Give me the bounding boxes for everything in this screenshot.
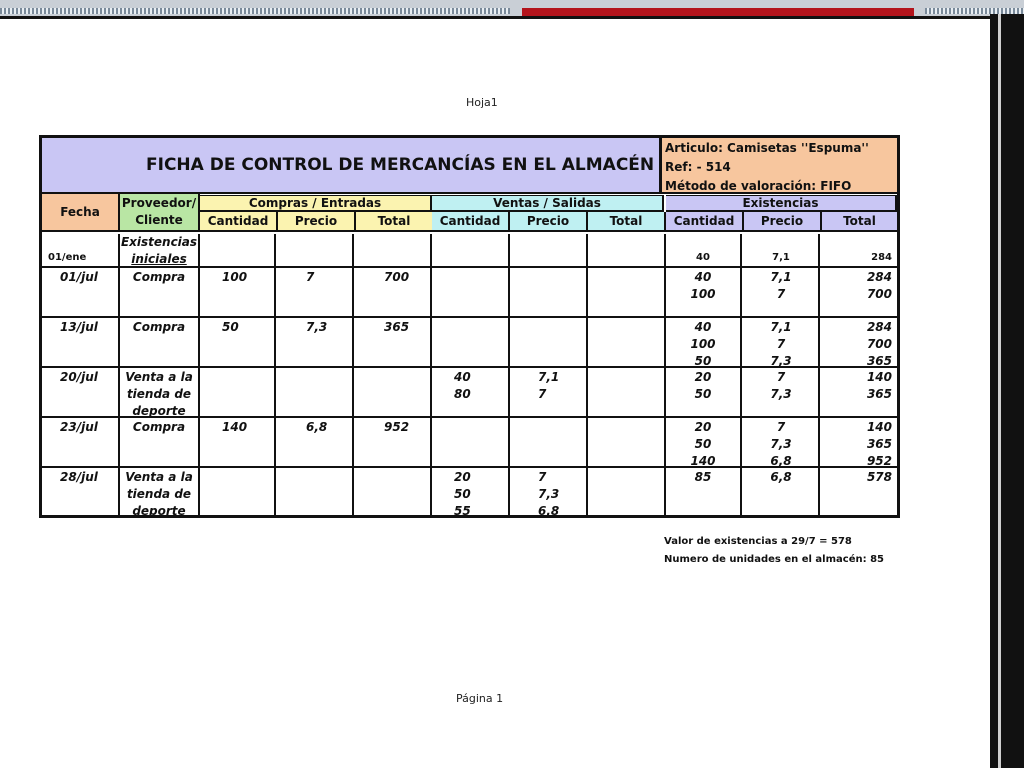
- ventas-value: 55: [454, 504, 471, 518]
- article-info: [662, 138, 897, 194]
- existencias-value: 365: [866, 354, 892, 368]
- existencias-value: 7,3: [770, 437, 792, 451]
- row-fecha: 01/ene: [48, 252, 87, 263]
- row-proveedor-line: tienda de: [126, 387, 192, 401]
- stock-value-note: Valor de existencias a 29/7 = 578: [664, 536, 852, 547]
- compras-value: 700: [384, 270, 410, 284]
- row-proveedor-line: Venta a la: [125, 470, 193, 484]
- ventas-value: 7: [538, 387, 547, 401]
- compras-precio-header: Precio: [278, 212, 356, 232]
- decorative-ticks: [0, 8, 510, 14]
- ventas-cantidad-header: Cantidad: [432, 212, 510, 232]
- existencias-total-header: Total: [822, 212, 899, 232]
- compras-header: Compras / Entradas: [200, 195, 432, 212]
- existencias-value: 284: [866, 270, 892, 284]
- existencias-value: 700: [866, 337, 892, 351]
- row-proveedor-line: deporte: [132, 504, 186, 518]
- column-divider: [198, 234, 200, 515]
- existencias-value: 50: [694, 354, 712, 368]
- sheet-title: FICHA DE CONTROL DE MERCANCÍAS EN EL ALMACÉN: [42, 138, 662, 194]
- proveedor-header: Proveedor/ Cliente: [120, 194, 200, 232]
- existencias-value: 7,3: [770, 354, 792, 368]
- row-proveedor-line: tienda de: [126, 487, 192, 501]
- ventas-value: 40: [454, 370, 471, 384]
- compras-total-header: Total: [356, 212, 434, 232]
- column-divider: [274, 234, 276, 515]
- row-fecha: 01/jul: [60, 270, 98, 284]
- existencias-value: 700: [866, 287, 892, 301]
- column-divider: [430, 234, 432, 515]
- compras-value: 140: [222, 420, 248, 434]
- row-fecha: 13/jul: [60, 320, 98, 334]
- ventas-value: 80: [454, 387, 471, 401]
- ventas-value: 50: [454, 487, 471, 501]
- row-divider: [42, 266, 897, 268]
- row-proveedor-line: Venta a la: [125, 370, 193, 384]
- existencias-value: 7,1: [770, 320, 792, 334]
- ventas-value: 20: [454, 470, 471, 484]
- ventas-value: 7,1: [538, 370, 560, 384]
- existencias-value: 7,1: [770, 270, 792, 284]
- right-frame: [990, 14, 1024, 768]
- fecha-header: Fecha: [42, 194, 120, 232]
- existencias-value: 7,1: [772, 252, 790, 263]
- existencias-value: 365: [866, 387, 892, 401]
- article-name: Articulo: Camisetas ''Espuma'': [665, 141, 869, 155]
- existencias-value: 7: [776, 420, 786, 434]
- row-proveedor-line: Compra: [132, 270, 186, 284]
- existencias-value: 284: [871, 252, 892, 263]
- compras-value: 7,3: [306, 320, 328, 334]
- existencias-value: 7,3: [770, 387, 792, 401]
- existencias-value: 140: [866, 420, 892, 434]
- row-proveedor-line: Compra: [132, 420, 186, 434]
- row-fecha: 23/jul: [60, 420, 98, 434]
- existencias-value: 40: [696, 252, 710, 263]
- ventas-value: 7,3: [538, 487, 560, 501]
- column-divider: [664, 234, 666, 515]
- column-divider: [508, 234, 510, 515]
- ventas-value: 6,8: [538, 504, 560, 518]
- valuation-method: Método de valoración: FIFO: [665, 179, 852, 193]
- existencias-value: 952: [866, 454, 892, 468]
- row-proveedor-line: deporte: [132, 404, 186, 418]
- row-fecha: 28/jul: [60, 470, 98, 484]
- ventas-value: 7: [538, 470, 547, 484]
- compras-value: 100: [222, 270, 248, 284]
- existencias-value: 50: [694, 437, 712, 451]
- article-ref: Ref: - 514: [665, 160, 731, 174]
- existencias-value: 40: [694, 320, 712, 334]
- column-divider: [740, 234, 742, 515]
- existencias-header: Existencias: [666, 195, 897, 212]
- compras-value: 365: [384, 320, 410, 334]
- existencias-value: 7: [776, 287, 786, 301]
- existencias-value: 7: [776, 337, 786, 351]
- existencias-value: 6,8: [770, 454, 792, 468]
- row-fecha: 20/jul: [60, 370, 98, 384]
- existencias-value: 40: [694, 270, 712, 284]
- compras-value: 952: [384, 420, 410, 434]
- column-divider: [818, 234, 820, 515]
- row-divider: [42, 316, 897, 318]
- existencias-value: 7: [776, 370, 786, 384]
- units-note: Numero de unidades en el almacén: 85: [664, 554, 884, 565]
- page-top-border: [0, 16, 990, 19]
- existencias-value: 20: [694, 420, 712, 434]
- page-footer: Página 1: [456, 692, 504, 705]
- existencias-cantidad-header: Cantidad: [666, 212, 744, 232]
- ventas-precio-header: Precio: [510, 212, 588, 232]
- compras-value: 6,8: [306, 420, 328, 434]
- column-divider: [352, 234, 354, 515]
- row-proveedor-line: Compra: [132, 320, 186, 334]
- existencias-value: 578: [866, 470, 892, 484]
- ventas-total-header: Total: [588, 212, 666, 232]
- existencias-value: 100: [690, 287, 716, 301]
- existencias-value: 85: [694, 470, 712, 484]
- column-divider: [586, 234, 588, 515]
- existencias-precio-header: Precio: [744, 212, 822, 232]
- existencias-value: 50: [694, 387, 712, 401]
- decorative-red-bar: [522, 8, 914, 16]
- compras-value: 50: [222, 320, 239, 334]
- ventas-header: Ventas / Salidas: [432, 195, 664, 212]
- compras-value: 7: [306, 270, 315, 284]
- existencias-value: 20: [694, 370, 712, 384]
- row-proveedor-line: iniciales: [131, 252, 187, 266]
- existencias-value: 140: [690, 454, 716, 468]
- row-proveedor-line: Existencias: [120, 235, 198, 249]
- existencias-value: 140: [866, 370, 892, 384]
- existencias-value: 6,8: [770, 470, 792, 484]
- existencias-value: 365: [866, 437, 892, 451]
- summary-notes: [664, 533, 884, 569]
- existencias-value: 100: [690, 337, 716, 351]
- existencias-value: 284: [866, 320, 892, 334]
- control-sheet-table: [39, 135, 900, 518]
- page-header: Hoja1: [466, 96, 498, 109]
- compras-cantidad-header: Cantidad: [200, 212, 278, 232]
